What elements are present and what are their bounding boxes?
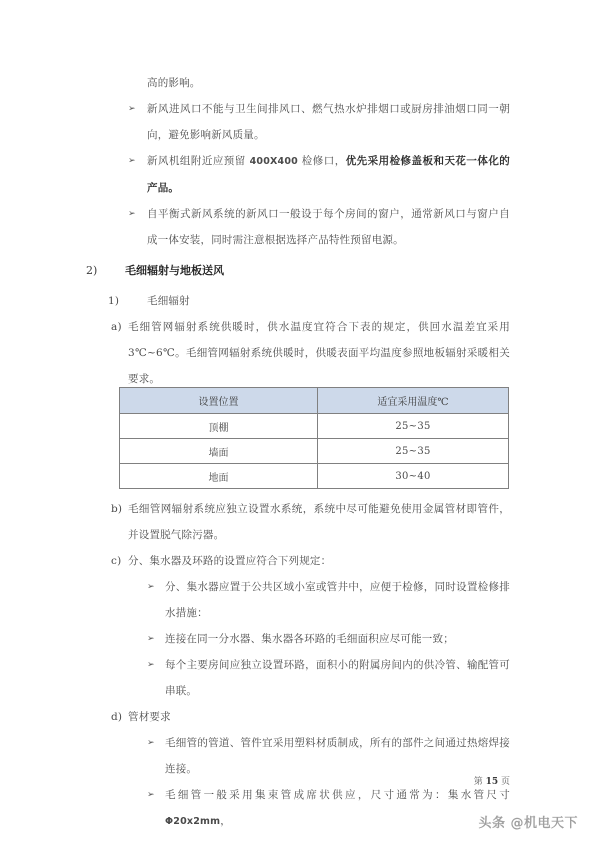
cell-temperature: 30~40 (318, 464, 509, 489)
cell-position: 墙面 (120, 439, 318, 464)
list-item-label: 管材要求 (128, 711, 171, 723)
list-item-label: 新风进风口不能与卫生间排风口、燃气热水炉排烟口或厨房排油烟口同一朝向，避免影响新风质量。 (147, 103, 510, 141)
list-item-label: 自平衡式新风系统的新风口一般设于每个房间的窗户，通常新风口与窗户自成一体安装，同时需注意根据选择产品特性预留电源。 (147, 208, 510, 246)
footer-prefix: 第 (473, 777, 483, 787)
list-item-text-part1: 新风机组附近应预留 (147, 155, 250, 167)
list-item-label: 分、集水器及环路的设置应符合下列规定： (128, 555, 332, 567)
list-item-marker: b) (111, 503, 123, 515)
list-item-emphasis: 优先采用检修盖板和天花一体化的产品。 (147, 155, 511, 194)
column-header-position: 设置位置 (120, 388, 318, 414)
table (119, 387, 509, 489)
list-item (0, 496, 600, 548)
dimension-value: 400X400 (249, 156, 298, 167)
list-item-marker: a) (111, 321, 122, 333)
list-item-label (165, 782, 510, 835)
paragraph-continuation (147, 70, 510, 96)
table-header-row (120, 388, 509, 414)
list-item-label: 毛细管网辐射系统应独立设置水系统，系统中尽可能避免使用金属管材即管件，并设置脱气除污器。 (128, 503, 510, 541)
list-item-label: 连接在同一分水器、集水器各环路的毛细面积应尽可能一致； (165, 633, 454, 645)
list-item (0, 148, 600, 201)
temperature-table (119, 387, 508, 489)
list-item-label: 毛细管的管道、管件宜采用塑料材质制成，所有的部件之间通过热熔焊接连接。 (165, 737, 510, 775)
list-item-label: 分、集水器应置于公共区域小室或管井中，应便于检修，同时设置检修排水措施： (165, 581, 510, 619)
list-item (0, 201, 600, 253)
cell-position: 地面 (120, 464, 318, 489)
section-heading (0, 258, 600, 284)
table-row (120, 439, 509, 464)
cell-temperature: 25~35 (318, 439, 509, 464)
list-item (0, 96, 600, 148)
page-footer (0, 775, 510, 789)
subsection-heading (0, 288, 600, 314)
bullet-arrow-icon: ➢ (128, 209, 136, 219)
bullet-arrow-icon: ➢ (147, 634, 155, 644)
page-number: 15 (485, 777, 499, 787)
cell-position: 顶棚 (120, 414, 318, 439)
list-item (0, 574, 600, 626)
footer-suffix: 页 (500, 777, 510, 787)
list-item-text-part2: 检修口， (297, 155, 346, 167)
bullet-arrow-icon: ➢ (128, 156, 136, 166)
watermark: 头条 @机电天下 (478, 816, 578, 831)
upper-bullet-group (0, 70, 600, 253)
paragraph-continuation-text: 高的影响。 (147, 77, 201, 89)
list-item-label: 每个主要房间应独立设置环路，面积小的附属房间内的供冷管、输配管可串联。 (165, 659, 510, 697)
list-item-marker: d) (111, 711, 123, 723)
bullet-arrow-icon: ➢ (147, 582, 155, 592)
bullet-arrow-icon: ➢ (147, 790, 155, 800)
bullet-arrow-icon: ➢ (128, 104, 136, 114)
list-item-marker: c) (111, 555, 122, 567)
table-row (120, 464, 509, 489)
list-item (0, 626, 600, 652)
section-number: 2) (86, 264, 98, 277)
list-item-label: 毛细管网辐射系统供暖时，供水温度宜符合下表的规定，供回水温差宜采用 3℃~6℃。毛细管网辐射系统供暖时，供暖表面平均温度参照地板辐射采暖相关要求。 (128, 321, 510, 385)
list-item (0, 652, 600, 704)
page-title: 毛细辐射与地板送风 (125, 264, 224, 277)
column-header-temperature: 适宜采用温度℃ (318, 388, 509, 414)
subsection-number: 1) (108, 295, 120, 307)
list-item (0, 704, 600, 730)
section-block (0, 258, 600, 392)
list-item (0, 548, 600, 574)
list-item-text-suffix: ， (220, 815, 231, 827)
list-item-label (147, 148, 510, 201)
pipe-dimension-value: Φ20x2mm (165, 816, 221, 827)
bullet-arrow-icon: ➢ (147, 660, 155, 670)
subsection-label: 毛细辐射 (147, 295, 190, 307)
cell-temperature: 25~35 (318, 414, 509, 439)
list-item-text-prefix: 毛细管一般采用集束管成席状供应，尺寸通常为：集水管尺寸 (165, 789, 510, 801)
table-row (120, 414, 509, 439)
list-item (0, 314, 600, 392)
bullet-arrow-icon: ➢ (147, 738, 155, 748)
